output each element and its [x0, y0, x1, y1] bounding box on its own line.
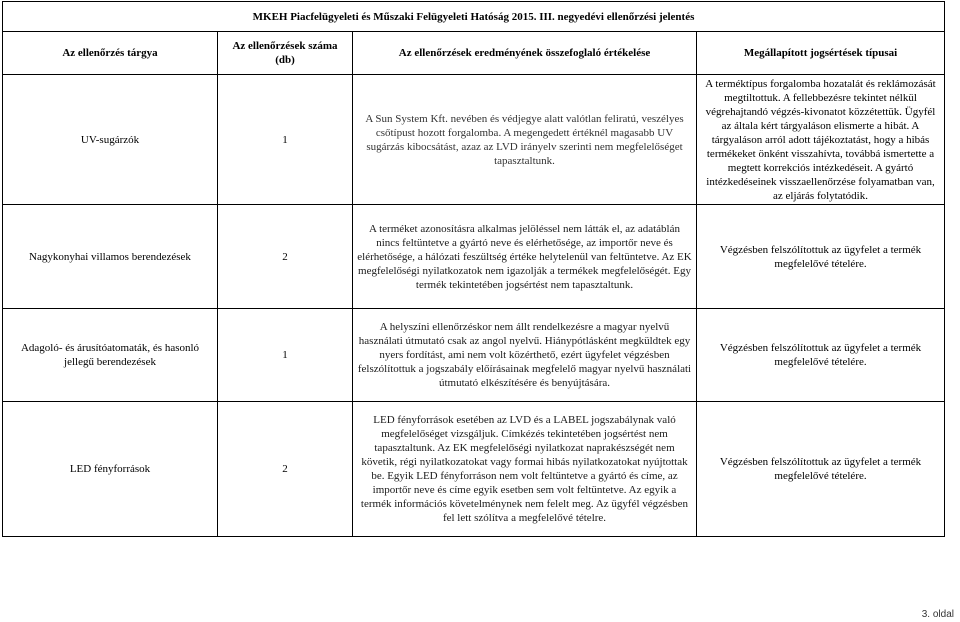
table-row — [3, 309, 945, 402]
cell-subject: Adagoló- és árusítóatomaták, és hasonló jellegű berendezések — [3, 309, 218, 402]
cell-subject: UV-sugárzók — [3, 75, 218, 205]
table-row — [3, 205, 945, 309]
report-table — [2, 1, 945, 537]
header-results: Az ellenőrzések eredményének összefoglaló értékelése — [353, 32, 697, 75]
cell-count: 2 — [218, 402, 353, 537]
cell-violations: A terméktípus forgalomba hozatalát és reklámozását megtiltottuk. A fellebbezésre tekintet nélkül végrehajtandó végzés-kivonatot közzétettük. Ügyfél az általa kért tárgyaláson elismerte a hibát. A tárgyaláson arról adott tájékoztatást, hogy a hibás termékeket önként visszahívta, továbbá ismertette a megtett korrekciós intézkedéseit. A gyártó intézkedéseinek visszaellenőrzése folyamatban van, az eljárás folytatódik. — [697, 75, 945, 205]
header-violations: Megállapított jogsértések típusai — [697, 32, 945, 75]
table-row — [3, 402, 945, 537]
report-title: MKEH Piacfelügyeleti és Műszaki Felügyeleti Hatóság 2015. III. negyedévi ellenőrzési jelentés — [3, 2, 945, 32]
cell-results: LED fényforrások esetében az LVD és a LABEL jogszabálynak való megfelelőséget vizsgáljuk. Címkézés tekintetében jogsértést nem tapasztaltunk. Az EK megfelelőségi nyilatkozat naprakészségét nem követik, régi nyilatkozatokat vagy formai hibás nyilatkozatokat nyújtottak be. Egyik LED fényforráson nem volt feltüntetve a gyártó és címe, az importőr neve és címe egyik esetben sem volt feltüntetve. Az egyik a termék információs követelménynek nem felelt meg. Az ügyfél végzésben fel lett szólítva a megfelelővé tételre. — [353, 402, 697, 537]
cell-violations: Végzésben felszólítottuk az ügyfelet a termék megfelelővé tételére. — [697, 402, 945, 537]
header-count: Az ellenőrzések száma (db) — [218, 32, 353, 75]
header-row — [3, 32, 945, 75]
title-row — [3, 2, 945, 32]
cell-violations: Végzésben felszólítottuk az ügyfelet a termék megfelelővé tételére. — [697, 309, 945, 402]
page-number: 3. oldal — [921, 609, 954, 620]
cell-violations: Végzésben felszólítottuk az ügyfelet a termék megfelelővé tételére. — [697, 205, 945, 309]
cell-count: 1 — [218, 75, 353, 205]
table-row — [3, 75, 945, 205]
cell-subject: Nagykonyhai villamos berendezések — [3, 205, 218, 309]
cell-results: A helyszíni ellenőrzéskor nem állt rendelkezésre a magyar nyelvű használati útmutató csak az angol nyelvű. Hiánypótlásként megküldtek egy nyers fordítást, ami nem volt közérthető, ezért ügyfelet végzésben felszólítottuk a jogszabály előírásainak megfelelő magyar nyelvű használati útmutató elkészítésére és benyújtására. — [353, 309, 697, 402]
cell-count: 1 — [218, 309, 353, 402]
cell-results: A Sun System Kft. nevében és védjegye alatt valótlan feliratú, veszélyes csőtípust hozott forgalomba. A megengedett értéknél magasabb UV sugárzás kibocsátást, azaz az LVD irányelv szerinti nem megfelelőséget tapasztaltunk. — [353, 75, 697, 205]
header-subject: Az ellenőrzés tárgya — [3, 32, 218, 75]
cell-results: A terméket azonosításra alkalmas jelöléssel nem látták el, az adatáblán nincs feltüntetve a gyártó neve és elérhetősége, az importőr neve és elérhetősége, a hálózati feszültség értéke helytelenül van feltüntetve. Az EK megfelelőségi nyilatkozatok nem igazolják a termékek megfelelőségét. Egy termék tekintetében jogsértést nem tapasztaltunk. — [353, 205, 697, 309]
cell-subject: LED fényforrások — [3, 402, 218, 537]
cell-count: 2 — [218, 205, 353, 309]
